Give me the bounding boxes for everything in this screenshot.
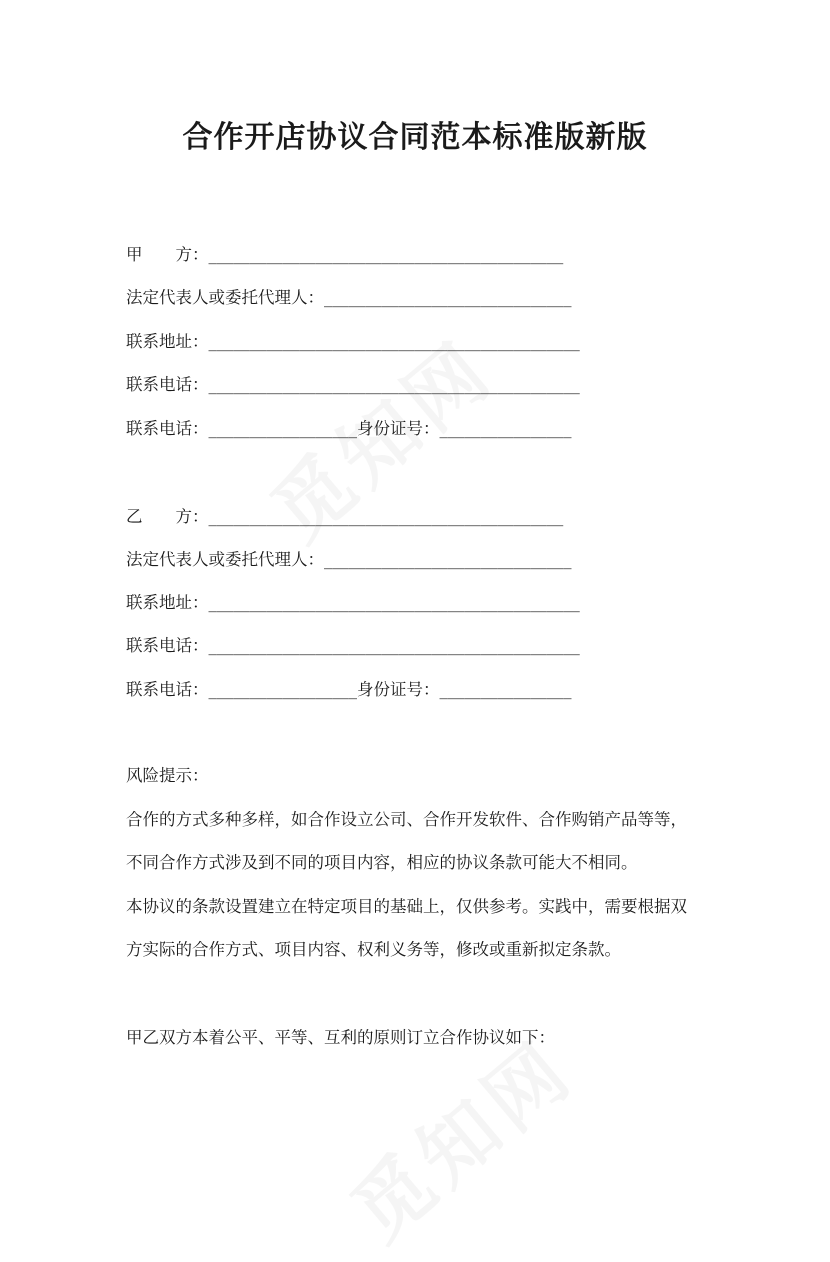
risk-paragraph-line: 本协议的条款设置建立在特定项目的基础上，仅供参考。实践中，需要根据双 xyxy=(126,897,687,916)
party-a-name-line: 甲 方：___________________________________________ xyxy=(126,245,564,264)
party-a-phone-id-line: 联系电话：__________________身份证号：________________ xyxy=(126,419,572,438)
document-title: 合作开店协议合同范本标准版新版 xyxy=(182,120,648,155)
party-b-name-line: 乙 方：___________________________________________ xyxy=(126,507,564,526)
risk-paragraph-line: 方实际的合作方式、项目内容、权利义务等，修改或重新拟定条款。 xyxy=(126,940,621,959)
party-a-representative-line: 法定代表人或委托代理人：______________________________ xyxy=(126,288,572,307)
risk-heading: 风险提示： xyxy=(126,766,209,785)
party-b-address-line: 联系地址：_____________________________________________ xyxy=(126,593,580,612)
party-b-phone-line: 联系电话：_____________________________________________ xyxy=(126,636,580,655)
party-a-phone-line: 联系电话：_____________________________________________ xyxy=(126,375,580,394)
closing-statement: 甲乙双方本着公平、平等、互利的原则订立合作协议如下： xyxy=(126,1028,555,1047)
party-b-phone-id-line: 联系电话：__________________身份证号：________________ xyxy=(126,680,572,699)
party-a-address-line: 联系地址：_____________________________________________ xyxy=(126,332,580,351)
party-b-representative-line: 法定代表人或委托代理人：______________________________ xyxy=(126,550,572,569)
risk-paragraph-line: 合作的方式多种多样，如合作设立公司、合作开发软件、合作购销产品等等， xyxy=(126,810,687,829)
risk-paragraph-line: 不同合作方式涉及到不同的项目内容，相应的协议条款可能大不相同。 xyxy=(126,853,638,872)
